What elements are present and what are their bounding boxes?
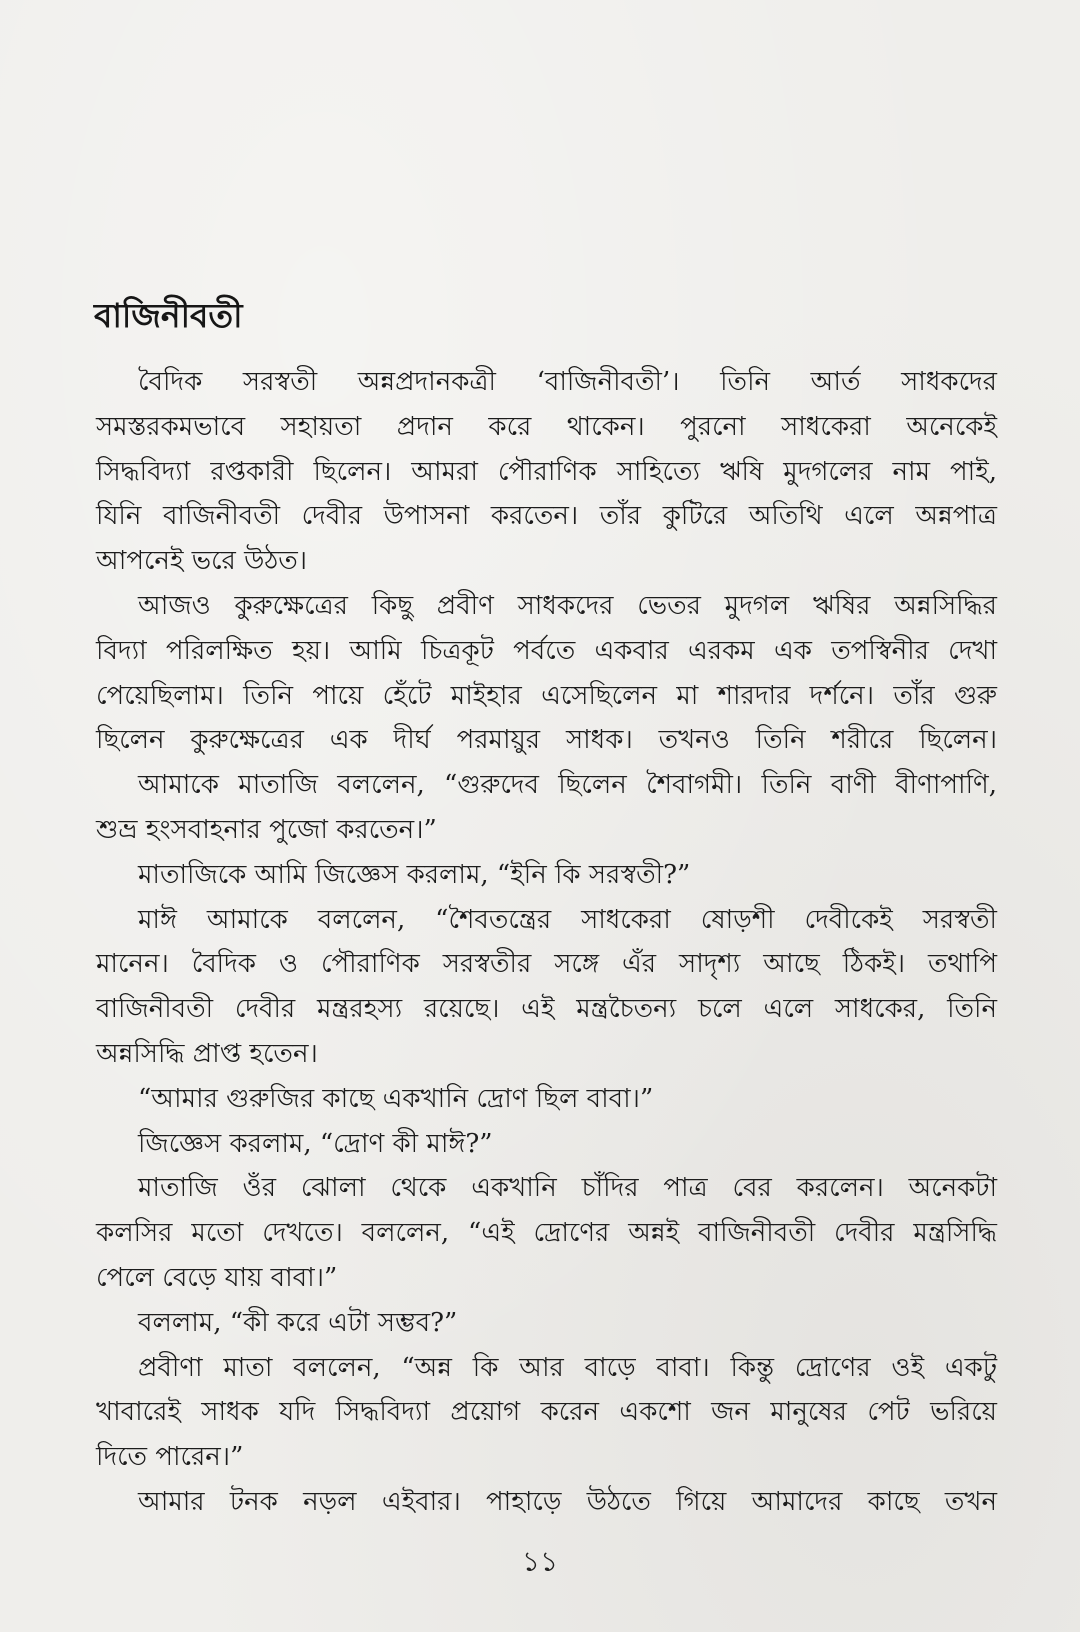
- text-line: খাবারেই সাধক যদি সিদ্ধবিদ্যা প্রয়োগ করেন একশো জন মানুষের পেট ভরিয়ে: [96, 1397, 997, 1428]
- section-heading: বাজিনীবতী: [94, 296, 243, 335]
- text-line: বৈদিক সরস্বতী অন্নপ্রদানকত্রী ‘বাজিনীবতী’। তিনি আর্ত সাধকদের: [138, 367, 997, 397]
- text-line: পেলে বেড়ে যায় বাবা।”: [96, 1262, 338, 1293]
- text-line: দিতে পারেন।”: [96, 1442, 244, 1473]
- text-line: মানেন। বৈদিক ও পৌরাণিক সরস্বতীর সঙ্গে এঁর সাদৃশ্য আছে ঠিকই। তথাপি: [96, 949, 997, 980]
- text-line: বাজিনীবতী দেবীর মন্ত্ররহস্য রয়েছে। এই মন্ত্রচৈতন্য চলে এলে সাধকের, তিনি: [96, 994, 997, 1025]
- text-line: “আমার গুরুজির কাছে একখানি দ্রোণ ছিল বাবা।”: [138, 1083, 654, 1114]
- text-line: মাতাজিকে আমি জিজ্ঞেস করলাম, “ইনি কি সরস্বতী?”: [138, 859, 691, 890]
- text-line: আজও কুরুক্ষেত্রের কিছু প্রবীণ সাধকদের ভেতর মুদগল ঋষির অন্নসিদ্ধির: [138, 590, 997, 621]
- text-line: অন্নসিদ্ধি প্রাপ্ত হতেন।: [96, 1038, 318, 1069]
- paragraph: [96, 763, 997, 853]
- text-line: প্রবীণা মাতা বললেন, “অন্ন কি আর বাড়ে বাবা। কিন্তু দ্রোণের ওই একটু: [138, 1352, 997, 1383]
- text-line: ছিলেন কুরুক্ষেত্রের এক দীর্ঘ পরমায়ুর সাধক। তখনও তিনি শরীরে ছিলেন।: [96, 725, 997, 756]
- paragraph: [96, 1480, 997, 1525]
- paragraph: [96, 1301, 997, 1346]
- paragraph: [96, 1166, 997, 1300]
- text-line: আমার টনক নড়ল এইবার। পাহাড়ে উঠতে গিয়ে আমাদের কাছে তখন: [138, 1486, 997, 1517]
- paragraph: [96, 1122, 997, 1167]
- paragraph: [96, 853, 997, 898]
- text-line: মাতাজি ওঁর ঝোলা থেকে একখানি চাঁদির পাত্র বের করলেন। অনেকটা: [138, 1173, 997, 1204]
- text-line: পেয়েছিলাম। তিনি পায়ে হেঁটে মাইহার এসেছিলেন মা শারদার দর্শনে। তাঁর গুরু: [96, 680, 997, 711]
- text-line: যিনি বাজিনীবতী দেবীর উপাসনা করতেন। তাঁর কুটিরে অতিথি এলে অন্নপাত্র: [96, 501, 997, 532]
- text-line: শুভ্র হংসবাহনার পুজো করতেন।”: [96, 814, 437, 845]
- paragraph: [96, 1346, 997, 1480]
- text-line: সিদ্ধবিদ্যা রপ্তকারী ছিলেন। আমরা পৌরাণিক সাহিত্যে ঋষি মুদগলের নাম পাই,: [96, 456, 997, 487]
- text-line: মাঈ আমাকে বললেন, “শৈবতন্ত্রের সাধকেরা ষোড়শী দেবীকেই সরস্বতী: [138, 904, 997, 935]
- text-line: আপনেই ভরে উঠত।: [96, 546, 308, 577]
- paragraph: [96, 584, 997, 763]
- text-line: বিদ্যা পরিলক্ষিত হয়। আমি চিত্রকূট পর্বতে একবার এরকম এক তপস্বিনীর দেখা: [96, 635, 997, 666]
- text-line: সমস্তরকমভাবে সহায়তা প্রদান করে থাকেন। পুরনো সাধকেরা অনেকেই: [96, 411, 997, 442]
- paragraph: [96, 360, 997, 584]
- paragraph: [96, 1077, 997, 1122]
- text-line: কলসির মতো দেখতে। বললেন, “এই দ্রোণের অন্নই বাজিনীবতী দেবীর মন্ত্রসিদ্ধি: [96, 1218, 997, 1249]
- paragraph: [96, 898, 997, 1077]
- body-text: [96, 360, 997, 1525]
- text-line: বললাম, “কী করে এটা সম্ভব?”: [138, 1307, 458, 1338]
- page-number: ১১: [521, 1545, 559, 1578]
- text-line: আমাকে মাতাজি বললেন, “গুরুদেব ছিলেন শৈবাগমী। তিনি বাণী বীণাপাণি,: [138, 770, 997, 801]
- text-line: জিজ্ঞেস করলাম, “দ্রোণ কী মাঈ?”: [138, 1128, 493, 1159]
